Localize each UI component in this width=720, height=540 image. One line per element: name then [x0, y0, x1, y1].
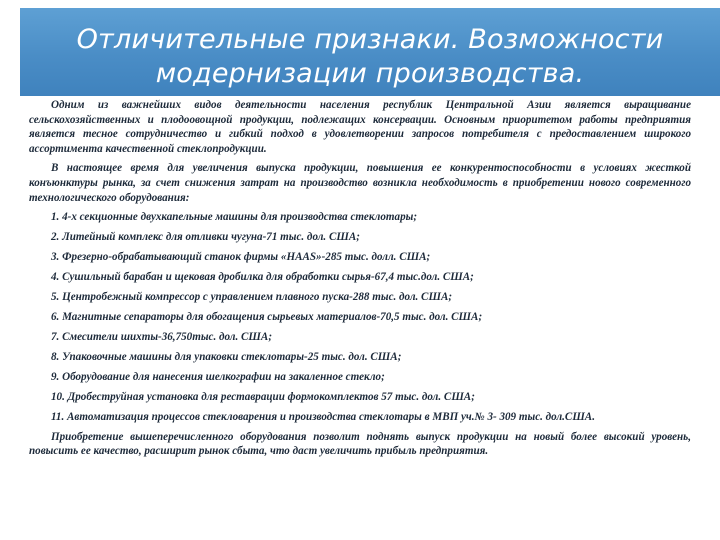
equipment-item-8: 8. Упаковочные машины для упаковки стеклотары-25 тыс. дол. США; [51, 351, 402, 364]
equipment-item-2: 2. Литейный комплекс для отливки чугуна-71 тыс. дол. США; [51, 231, 360, 244]
equipment-item-7: 7. Смесители шихты-36,750тыс. дол. США; [51, 331, 273, 344]
intro-paragraph: Одним из важнейших видов деятельности населения республик Центральной Азии является выращивание сельскохозяйственных и плодоовощной продукции, подлежащих консервации. Основным приоритетом работы предприятия является тесное сотрудничество и гибкий подход в удовлетворении запросов потребителя с предоставлением широкого ассортимента качественной стеклопродукции. [29, 99, 691, 155]
slide-body [29, 98, 691, 459]
conclusion-paragraph: Приобретение вышеперечисленного оборудования позволит поднять выпуск продукции на новый более высокий уровень, повысить ее качество, расширит рынок сбыта, что даст увеличить прибыль предприятия. [29, 430, 691, 458]
equipment-item-4: 4. Сушильный барабан и щековая дробилка для обработки сырья-67,4 тыс.дол. США; [51, 271, 474, 284]
equipment-item-6: 6. Магнитные сепараторы для обогащения сырьевых материалов-70,5 тыс. дол. США; [51, 311, 483, 324]
need-paragraph: В настоящее время для увеличения выпуска продукции, повышения ее конкурентоспособности в условиях жесткой конъюнктуры рынка, за счет снижения затрат на производство возникла необходимость в приобретении нового современного технологического оборудования: [29, 162, 691, 204]
equipment-item-3: 3. Фрезерно-обрабатывающий станок фирмы «HAAS»-285 тыс. долл. США; [51, 251, 431, 264]
equipment-item-10: 10. Дробеструйная установка для реставрации формокомплектов 57 тыс. дол. США; [51, 391, 475, 404]
slide-title-line-2: модернизации производства. [155, 58, 585, 89]
slide-title-line-1: Отличительные признаки. Возможности [76, 24, 664, 55]
equipment-item-1: 1. 4-х секционные двухкапельные машины для производства стеклотары; [51, 211, 418, 224]
equipment-item-9: 9. Оборудование для нанесения шелкографии на закаленное стекло; [51, 371, 385, 384]
equipment-item-5: 5. Центробежный компрессор с управлением плавного пуска-288 тыс. дол. США; [51, 291, 453, 304]
equipment-item-11: 11. Автоматизация процессов стекловарения и производства стеклотары в МВП уч.№ 3- 309 тыс. дол.США. [51, 411, 595, 423]
